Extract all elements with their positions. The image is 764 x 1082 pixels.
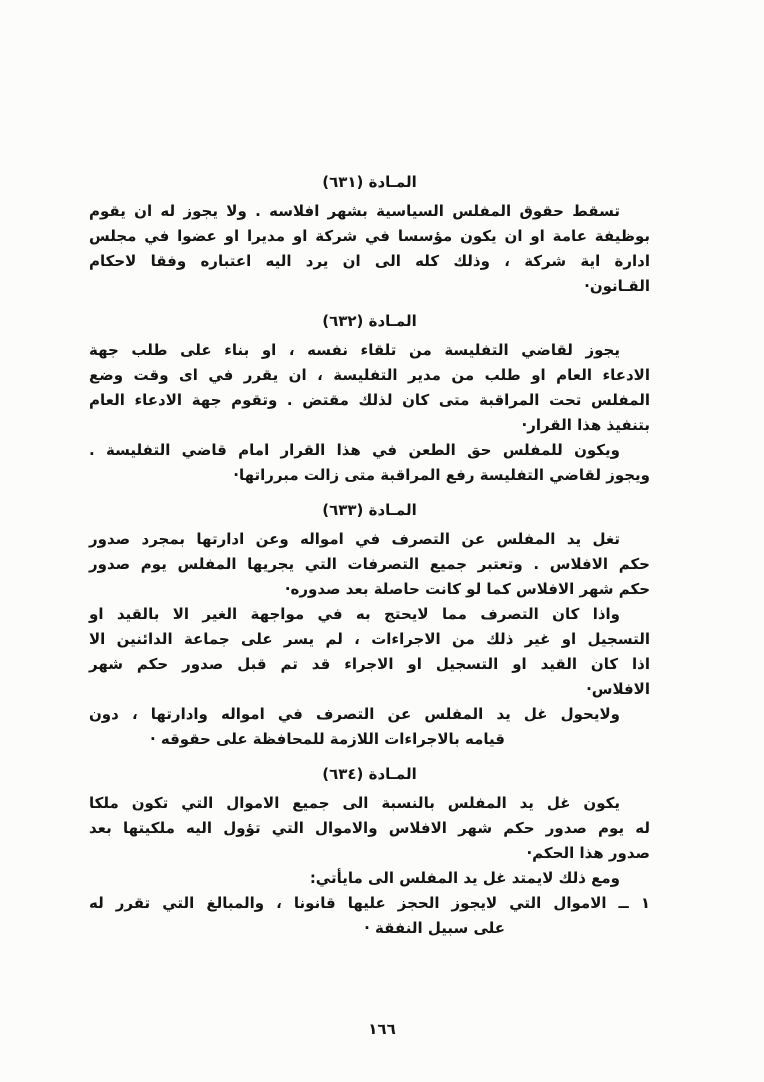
text-line: ومع ذلك لايمتد غل يد المفلس الى مايأتي: <box>309 869 620 887</box>
text-line: بوظيفة عامة او ان يكون مؤسسا في شركة او مديرا او عضوا في مجلس <box>89 227 650 245</box>
text-line: على سبيل النفقة · <box>364 919 505 937</box>
text-line: بتنفيذ هذا القرار· <box>521 416 650 434</box>
paragraph <box>89 527 650 602</box>
paragraph <box>89 199 650 299</box>
text-line: الادعاء العام او طلب من مدير التفليسة ، ان يقرر في اى وقت وضع <box>89 366 650 384</box>
article-heading: المـادة (٦٣٤) <box>322 765 417 783</box>
text-line: ويكون للمفلس حق الطعن في هذا القرار امام قاضي التفليسة . <box>89 441 620 459</box>
text-line: له يوم صدور حكم شهر الافلاس والاموال التي تؤول اليه ملكيتها بعد <box>89 819 650 837</box>
text-line: قيامه بالاجراءات اللازمة للمحافظة على حقوقه · <box>149 730 505 748</box>
article-heading: المـادة (٦٣٢) <box>322 312 417 330</box>
text-line: حكم الافلاس . وتعتبر جميع التصرفات التي يجريها المفلس يوم صدور <box>89 555 650 573</box>
paragraph <box>89 866 650 891</box>
text-line: تسقط حقوق المفلس السياسية بشهر افلاسه . ولا يجوز له ان يقوم <box>89 202 620 220</box>
law-article <box>89 762 650 941</box>
text-line: التسجيل او غير ذلك من الاجراءات ، لم يسر على جماعة الدائنين الا <box>89 630 650 648</box>
article-heading: المـادة (٦٣٣) <box>322 501 417 519</box>
document-body <box>89 170 650 941</box>
page-number: ١٦٦ <box>368 1020 396 1038</box>
text-line: المفلس تحت المراقبة متى كان لذلك مقتض . وتقوم جهة الادعاء العام <box>89 391 650 409</box>
text-line: اذا كان القيد او التسجيل او الاجراء قد تم قبل صدور حكم شهر <box>89 655 650 673</box>
paragraph <box>89 791 650 866</box>
text-line: صدور هذا الحكم· <box>526 844 650 862</box>
paragraph <box>89 338 650 438</box>
text-line: تغل يد المفلس عن التصرف في امواله وعن ادارتها بمجرد صدور <box>89 530 620 548</box>
text-line: حكم شهر الافلاس كما لو كانت حاصلة بعد صدوره· <box>284 580 650 598</box>
text-line: القـانون· <box>584 277 650 295</box>
text-line: الافلاس· <box>586 680 650 698</box>
text-line: ١ ــ الاموال التي لايجوز الحجز عليها قانونا ، والمبالغ التي تقرر له <box>89 894 650 912</box>
text-line: يكون غل يد المفلس بالنسبة الى جميع الاموال التي تكون ملكا <box>89 794 620 812</box>
paragraph <box>89 438 650 488</box>
article-heading: المـادة (٦٣١) <box>322 173 417 191</box>
paragraph <box>89 891 650 941</box>
law-article <box>89 309 650 488</box>
text-line: ولايحول غل يد المفلس عن التصرف في امواله وادارتها ، دون <box>89 705 620 723</box>
text-line: ويجوز لقاضي التفليسة رفع المراقبة متى زالت مبرراتها· <box>233 466 650 484</box>
law-article <box>89 498 650 752</box>
text-line: ادارة اية شركة ، وذلك كله الى ان يرد اليه اعتباره وفقا لاحكام <box>89 252 650 270</box>
paragraph <box>89 702 650 752</box>
text-line: يجوز لقاضي التفليسة من تلقاء نفسه ، او بناء على طلب جهة <box>89 341 620 359</box>
paragraph <box>89 602 650 702</box>
text-line: واذا كان التصرف مما لايحتج به في مواجهة الغير الا بالقيد او <box>89 605 620 623</box>
law-article <box>89 170 650 299</box>
